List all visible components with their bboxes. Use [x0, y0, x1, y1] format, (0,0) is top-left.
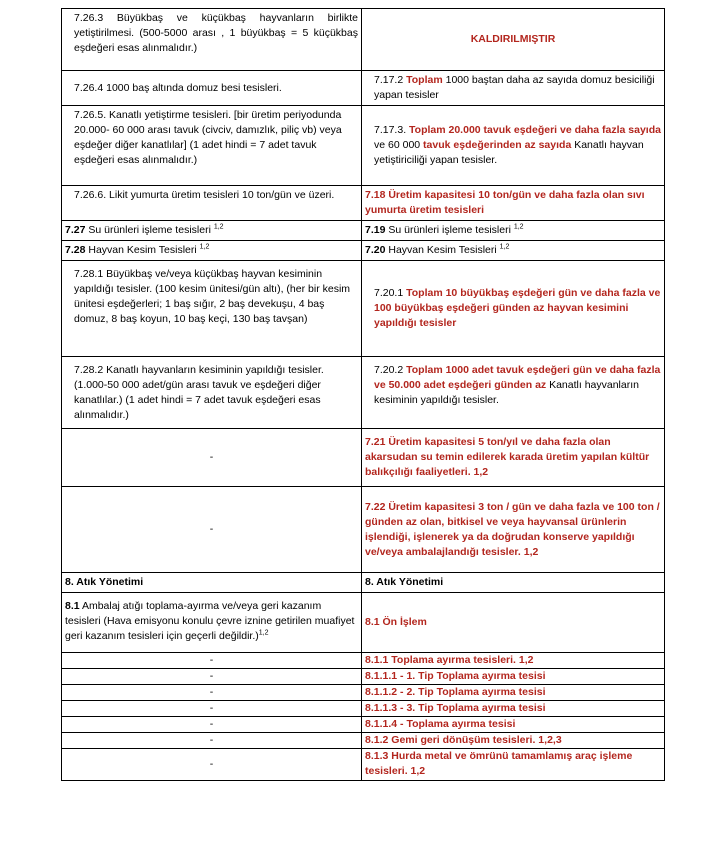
left-cell: - [62, 429, 362, 487]
item-text: Su ürünleri işleme tesisleri [85, 224, 214, 236]
left-cell: - [62, 487, 362, 573]
changed-text: Toplam 10 büyükbaş eşdeğeri gün ve daha fazla ve 100 büyükbaş eşdeğeri günden az hayvan kesimini yapıldığı tesisler [374, 287, 661, 329]
table-row [62, 487, 665, 573]
right-cell: 8.1.2 Gemi geri dönüşüm tesisleri. 1,2,3 [362, 733, 665, 749]
right-cell [362, 261, 665, 357]
left-cell: - [62, 653, 362, 669]
right-cell: 8.1.1.1 - 1. Tip Toplama ayırma tesisi [362, 669, 665, 685]
right-cell: 7.22 Üretim kapasitesi 3 ton / gün ve daha fazla ve 100 ton / günden az olan, bitkisel ve veya hayvansal ürünlerin işlendiği, işlenerek ya da doğrudan konserve yapıldığı ve/veya ambalajlandığı tesisler. 1,2 [362, 487, 665, 573]
table-row [62, 241, 665, 261]
item-number: 7.20 [365, 244, 386, 256]
right-cell: 8.1 Ön İşlem [362, 593, 665, 653]
right-cell: 8.1.1.3 - 3. Tip Toplama ayırma tesisi [362, 701, 665, 717]
item-text: ve 60 000 [374, 139, 424, 151]
left-cell: 7.26.5. Kanatlı yetiştirme tesisleri. [bir üretim periyodunda 20.000- 60 000 arası tavuk (civciv, damızlık, piliç vb) veya eşdeğer diğer kanatlılar] (1 adet hindi = 7 adet tavuk eşdeğeri esas alınmalıdır.) [62, 106, 362, 186]
footnote-ref: 1,2 [199, 243, 210, 251]
left-cell: 7.26.3 Büyükbaş ve küçükbaş hayvanların birlikte yetiştirilmesi. (500-5000 arası , 1 büyükbaş = 5 küçükbaş eşdeğeri esas alınmalıdır.) [62, 9, 362, 71]
item-text: Kanatlı hayvanların kesiminin yapıldığı tesisler. [374, 379, 639, 406]
table-row [62, 593, 665, 653]
item-number: 7.20.2 [374, 364, 407, 376]
table-row [62, 685, 665, 701]
left-cell: - [62, 701, 362, 717]
footnote-ref: 1,2 [213, 223, 224, 231]
left-cell: 7.26.4 1000 baş altında domuz besi tesisleri. [62, 71, 362, 106]
table-row [62, 669, 665, 685]
left-cell: - [62, 685, 362, 701]
footnote-ref: 1,2 [258, 629, 269, 637]
right-cell [362, 221, 665, 241]
left-cell: 7.28.1 Büyükbaş ve/veya küçükbaş hayvan kesiminin yapıldığı tesisler. (100 kesim ünitesi/gün altı), (her bir kesim ünitesi eşdeğerleri; 1 baş sığır, 2 baş devekuşu, 4 baş domuz, 8 baş koyun, 10 baş keçi, 130 baş tavşan) [62, 261, 362, 357]
right-cell [362, 241, 665, 261]
footnote-ref: 1,2 [499, 243, 510, 251]
footnote-ref: 1,2 [513, 223, 524, 231]
right-cell: 7.21 Üretim kapasitesi 5 ton/yıl ve daha fazla olan akarsudan su temin edilerek karada üretim yapılan kültür balıkçılığı faaliyetleri. 1,2 [362, 429, 665, 487]
right-cell: 7.18 Üretim kapasitesi 10 ton/gün ve daha fazla olan sıvı yumurta üretim tesisleri [362, 186, 665, 221]
item-number: 7.28 [65, 244, 86, 256]
table-row [62, 429, 665, 487]
left-cell: 7.28.2 Kanatlı hayvanların kesiminin yapıldığı tesisler. (1.000-50 000 adet/gün arası tavuk ve eşdeğeri diğer kanatlılar.) (1 adet hindi = 7 adet tavuk eşdeğeri esas alınmalıdır.) [62, 357, 362, 429]
right-cell [362, 71, 665, 106]
right-cell: 8.1.1.2 - 2. Tip Toplama ayırma tesisi [362, 685, 665, 701]
table-row [62, 106, 665, 186]
item-number: 7.17.3. [374, 124, 410, 136]
item-text: Kanatlı hayvan yetiştiriciliği yapan tesisler. [374, 139, 644, 166]
item-number: 7.17.2 [374, 74, 407, 86]
right-cell [362, 106, 665, 186]
table-row [62, 357, 665, 429]
changed-text: Toplam [406, 74, 443, 86]
item-text: 1000 baştan daha az sayıda domuz besiciliği yapan tesisler [374, 74, 655, 101]
item-text: Hayvan Kesim Tesisleri [385, 244, 500, 256]
left-cell: - [62, 749, 362, 781]
left-cell: - [62, 669, 362, 685]
left-cell [62, 241, 362, 261]
table-row [62, 71, 665, 106]
right-cell: KALDIRILMIŞTIR [362, 9, 665, 71]
regulation-comparison-table [61, 8, 665, 781]
item-number: 7.27 [65, 224, 86, 236]
table-row [62, 186, 665, 221]
section-heading: 8. Atık Yönetimi [62, 573, 362, 593]
changed-text: Toplam 1000 adet tavuk eşdeğeri gün ve daha fazla ve 50.000 adet eşdeğeri günden az [374, 364, 661, 391]
right-cell: 8.1.1 Toplama ayırma tesisleri. 1,2 [362, 653, 665, 669]
item-text: Hayvan Kesim Tesisleri [85, 244, 200, 256]
item-text: Su ürünleri işleme tesisleri [385, 224, 514, 236]
table-row [62, 717, 665, 733]
table-row [62, 733, 665, 749]
changed-text: Toplam 20.000 tavuk eşdeğeri ve daha fazla sayıda [409, 124, 661, 136]
left-cell [62, 221, 362, 241]
table-row [62, 573, 665, 593]
left-cell [62, 593, 362, 653]
changed-text: tavuk eşdeğerinden az sayıda [423, 139, 572, 151]
item-text: Ambalaj atığı toplama-ayırma ve/veya geri kazanım tesisleri (Hava emisyonu konulu çevre iznine getirilen muafiyet geri kazanım tesisleri için geçerli değildir.) [65, 600, 355, 642]
left-cell: - [62, 733, 362, 749]
section-heading: 8. Atık Yönetimi [362, 573, 665, 593]
item-number: 8.1 [65, 600, 80, 612]
item-number: 7.19 [365, 224, 386, 236]
table-row [62, 261, 665, 357]
table-row [62, 221, 665, 241]
right-cell: 8.1.1.4 - Toplama ayırma tesisi [362, 717, 665, 733]
table-row [62, 701, 665, 717]
left-cell: 7.26.6. Likit yumurta üretim tesisleri 10 ton/gün ve üzeri. [62, 186, 362, 221]
right-cell: 8.1.3 Hurda metal ve ömrünü tamamlamış araç işleme tesisleri. 1,2 [362, 749, 665, 781]
table-row [62, 9, 665, 71]
left-cell: - [62, 717, 362, 733]
right-cell [362, 357, 665, 429]
table-row [62, 653, 665, 669]
table-row [62, 749, 665, 781]
item-number: 7.20.1 [374, 287, 407, 299]
